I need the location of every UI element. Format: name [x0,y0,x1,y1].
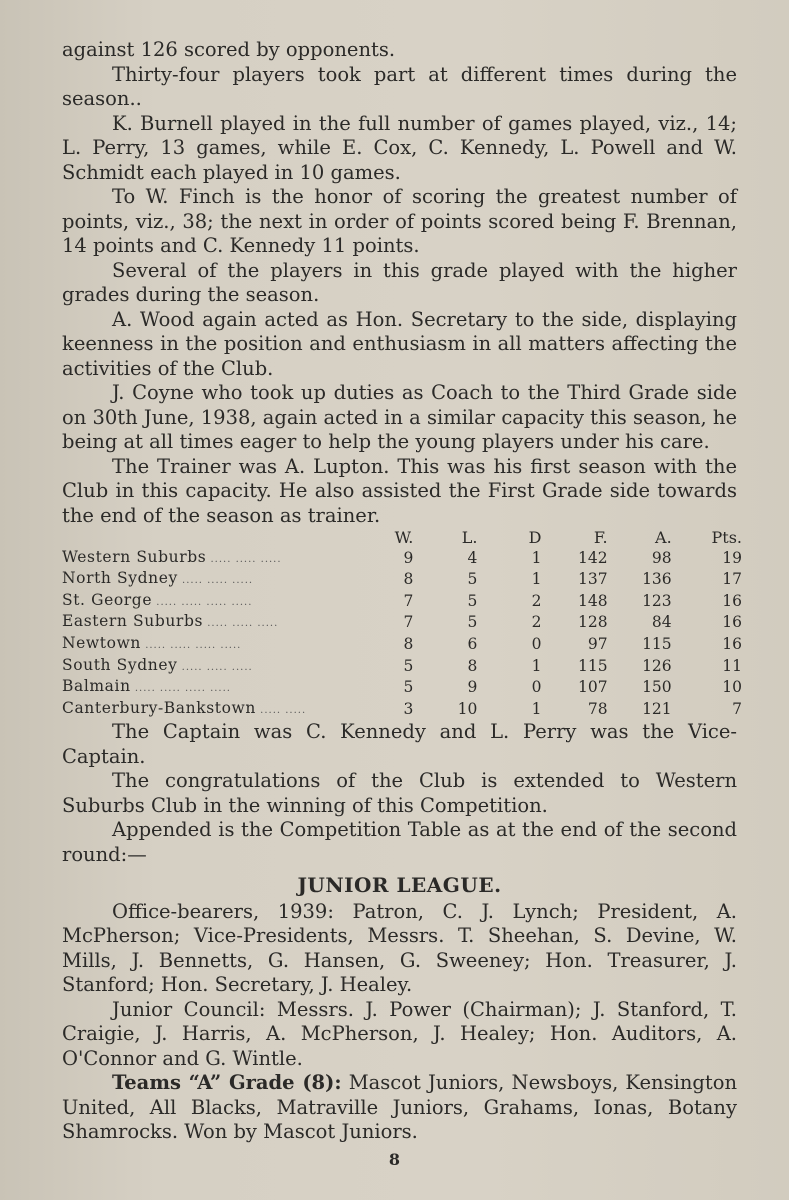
against-cell: 98 [651,548,672,567]
wins-cell: 8 [403,570,414,589]
team-name: South Sydney [62,655,178,674]
points-cell: 7 [732,699,742,718]
leader-dots: ..... ..... ..... [177,661,257,673]
for-cell: 107 [578,678,608,697]
points-cell: 19 [722,548,742,567]
points-cell: 16 [722,634,742,653]
paragraph: Junior Council: Messrs. J. Power (Chairman); J. Stanford, T. Craigie, J. Harris, A. McPherson, J. Healey; Hon. Auditors, A. O'Connor and G. Wintle. [62,997,737,1070]
points-cell: 10 [722,678,742,697]
table-row [62,612,742,634]
against-cell: 115 [642,634,672,653]
losses-cell: 10 [457,699,478,718]
losses-cell: 5 [467,570,478,589]
table-row [62,548,742,570]
bottom-paragraphs [62,900,737,1072]
for-header: F. [593,528,608,547]
against-cell: 150 [642,678,672,697]
draws-header: D [528,528,542,547]
team-column-header [62,528,372,548]
draws-cell: 1 [531,699,542,718]
wins-cell: 7 [403,613,414,632]
for-cell: 148 [578,591,608,610]
top-paragraphs [62,38,737,528]
team-cell [62,569,372,591]
teams-text: Mascot Juniors, Newsboys, Kensington United, All Blacks, Matraville Juniors, Grahams, Ionas, Botany Shamrocks. Won by Mascot Juniors. [62,1071,737,1144]
wins-header: W. [394,528,414,547]
table-header-row [62,528,742,548]
leader-dots: ..... ..... ..... [177,575,258,587]
team-cell [62,699,372,721]
team-cell [62,656,372,678]
paragraph: The congratulations of the Club is extended to Western Suburbs Club in the winning of this Competition. [62,769,737,817]
points-cell: 17 [722,570,742,589]
team-cell [62,548,372,570]
points-cell: 11 [722,656,742,675]
wins-cell: 8 [403,634,414,653]
against-cell: 84 [651,613,672,632]
table-row [62,656,742,678]
wins-cell: 9 [403,548,414,567]
losses-cell: 5 [467,613,478,632]
wins-cell: 5 [403,678,414,697]
team-name: Canterbury-Bankstown [62,698,256,717]
draws-cell: 1 [531,656,542,675]
competition-table [62,528,742,720]
table-row [62,699,742,721]
points-cell: 16 [722,591,742,610]
team-name: Western Suburbs [62,547,207,566]
section-heading: JUNIOR LEAGUE. [297,873,502,898]
for-cell: 128 [578,613,608,632]
wins-cell: 5 [403,656,414,675]
points-header: Pts. [711,528,742,547]
wins-cell: 7 [403,591,414,610]
against-cell: 136 [642,570,672,589]
body-text [62,38,742,1145]
draws-cell: 0 [531,678,542,697]
paragraph: To W. Finch is the honor of scoring the greatest number of points, viz., 38; the next in order of points scored being F. Brennan, 14 points and C. Kennedy 11 points. [62,185,737,257]
table-row [62,569,742,591]
teams-lead: Teams “A” Grade (8): [112,1071,342,1095]
team-name: Eastern Suburbs [62,612,204,631]
leader-dots: ..... ..... ..... ..... [152,596,257,608]
paragraph: K. Burnell played in the full number of games played, viz., 14; L. Perry, 13 games, while E. Cox, C. Kennedy, L. Powell and W. Schmidt each played in 10 games. [62,111,737,184]
paragraph: Several of the players in this grade played with the higher grades during the season. [62,258,737,306]
draws-cell: 0 [531,634,542,653]
wins-cell: 3 [403,699,414,718]
losses-cell: 8 [467,656,478,675]
paragraph: Office-bearers, 1939: Patron, C. J. Lynch; President, A. McPherson; Vice-Presidents, Messrs. T. Sheehan, S. Devine, W. Mills, J. Bennetts, G. Hansen, G. Sweeney; Hon. Treasurer, J. Stanford; Hon. Secretary, J. Healey. [62,899,737,997]
draws-cell: 2 [531,591,542,610]
leader-dots: ..... ..... ..... ..... [141,639,246,651]
paragraph: A. Wood again acted as Hon. Secretary to the side, displaying keenness in the position and enthusiasm in all matters affecting the activities of the Club. [62,307,737,380]
leader-dots: ..... ..... ..... ..... [130,683,236,695]
team-cell [62,677,372,699]
for-cell: 115 [578,656,608,675]
losses-header: L. [461,528,478,547]
leader-dots: ..... ..... ..... [206,553,286,565]
paragraph: Thirty-four players took part at different times during the season.. [62,62,737,110]
table-row [62,677,742,699]
teams-paragraph [62,1071,737,1145]
leader-dots: ..... ..... ..... [203,618,283,630]
paragraph: The Trainer was A. Lupton. This was his first season with the Club in this capacity. He also assisted the First Grade side towards the end of the season as trainer. [62,454,737,527]
for-cell: 137 [578,570,608,589]
losses-cell: 6 [467,634,478,653]
draws-cell: 1 [531,548,542,567]
team-cell [62,591,372,613]
points-cell: 16 [722,613,742,632]
page-number: 8 [388,1150,401,1169]
losses-cell: 5 [467,591,478,610]
team-name: St. George [62,590,153,609]
for-cell: 78 [587,699,608,718]
team-name: North Sydney [62,569,178,588]
paragraph: Appended is the Competition Table as at the end of the second round:— [62,818,737,866]
draws-cell: 2 [531,613,542,632]
draws-cell: 1 [531,570,542,589]
team-cell [62,634,372,656]
leader-dots: ..... ..... [255,704,311,716]
losses-cell: 9 [467,678,478,697]
paragraph: The Captain was C. Kennedy and L. Perry was the Vice-Captain. [62,720,737,768]
table-row [62,591,742,613]
paragraph: against 126 scored by opponents. [62,38,396,61]
against-cell: 123 [642,591,672,610]
team-name: Newtown [62,633,142,652]
table-body [62,548,742,721]
losses-cell: 4 [467,548,478,567]
for-cell: 97 [587,634,608,653]
team-name: Balmain [62,677,131,696]
against-header: A. [655,528,672,547]
middle-paragraphs [62,720,737,867]
paragraph: J. Coyne who took up duties as Coach to the Third Grade side on 30th June, 1938, again acted in a similar capacity this season, he being at all times eager to help the young players under his care. [62,381,737,453]
against-cell: 126 [642,656,672,675]
team-cell [62,612,372,634]
table-row [62,634,742,656]
for-cell: 142 [578,548,608,567]
against-cell: 121 [642,699,672,718]
